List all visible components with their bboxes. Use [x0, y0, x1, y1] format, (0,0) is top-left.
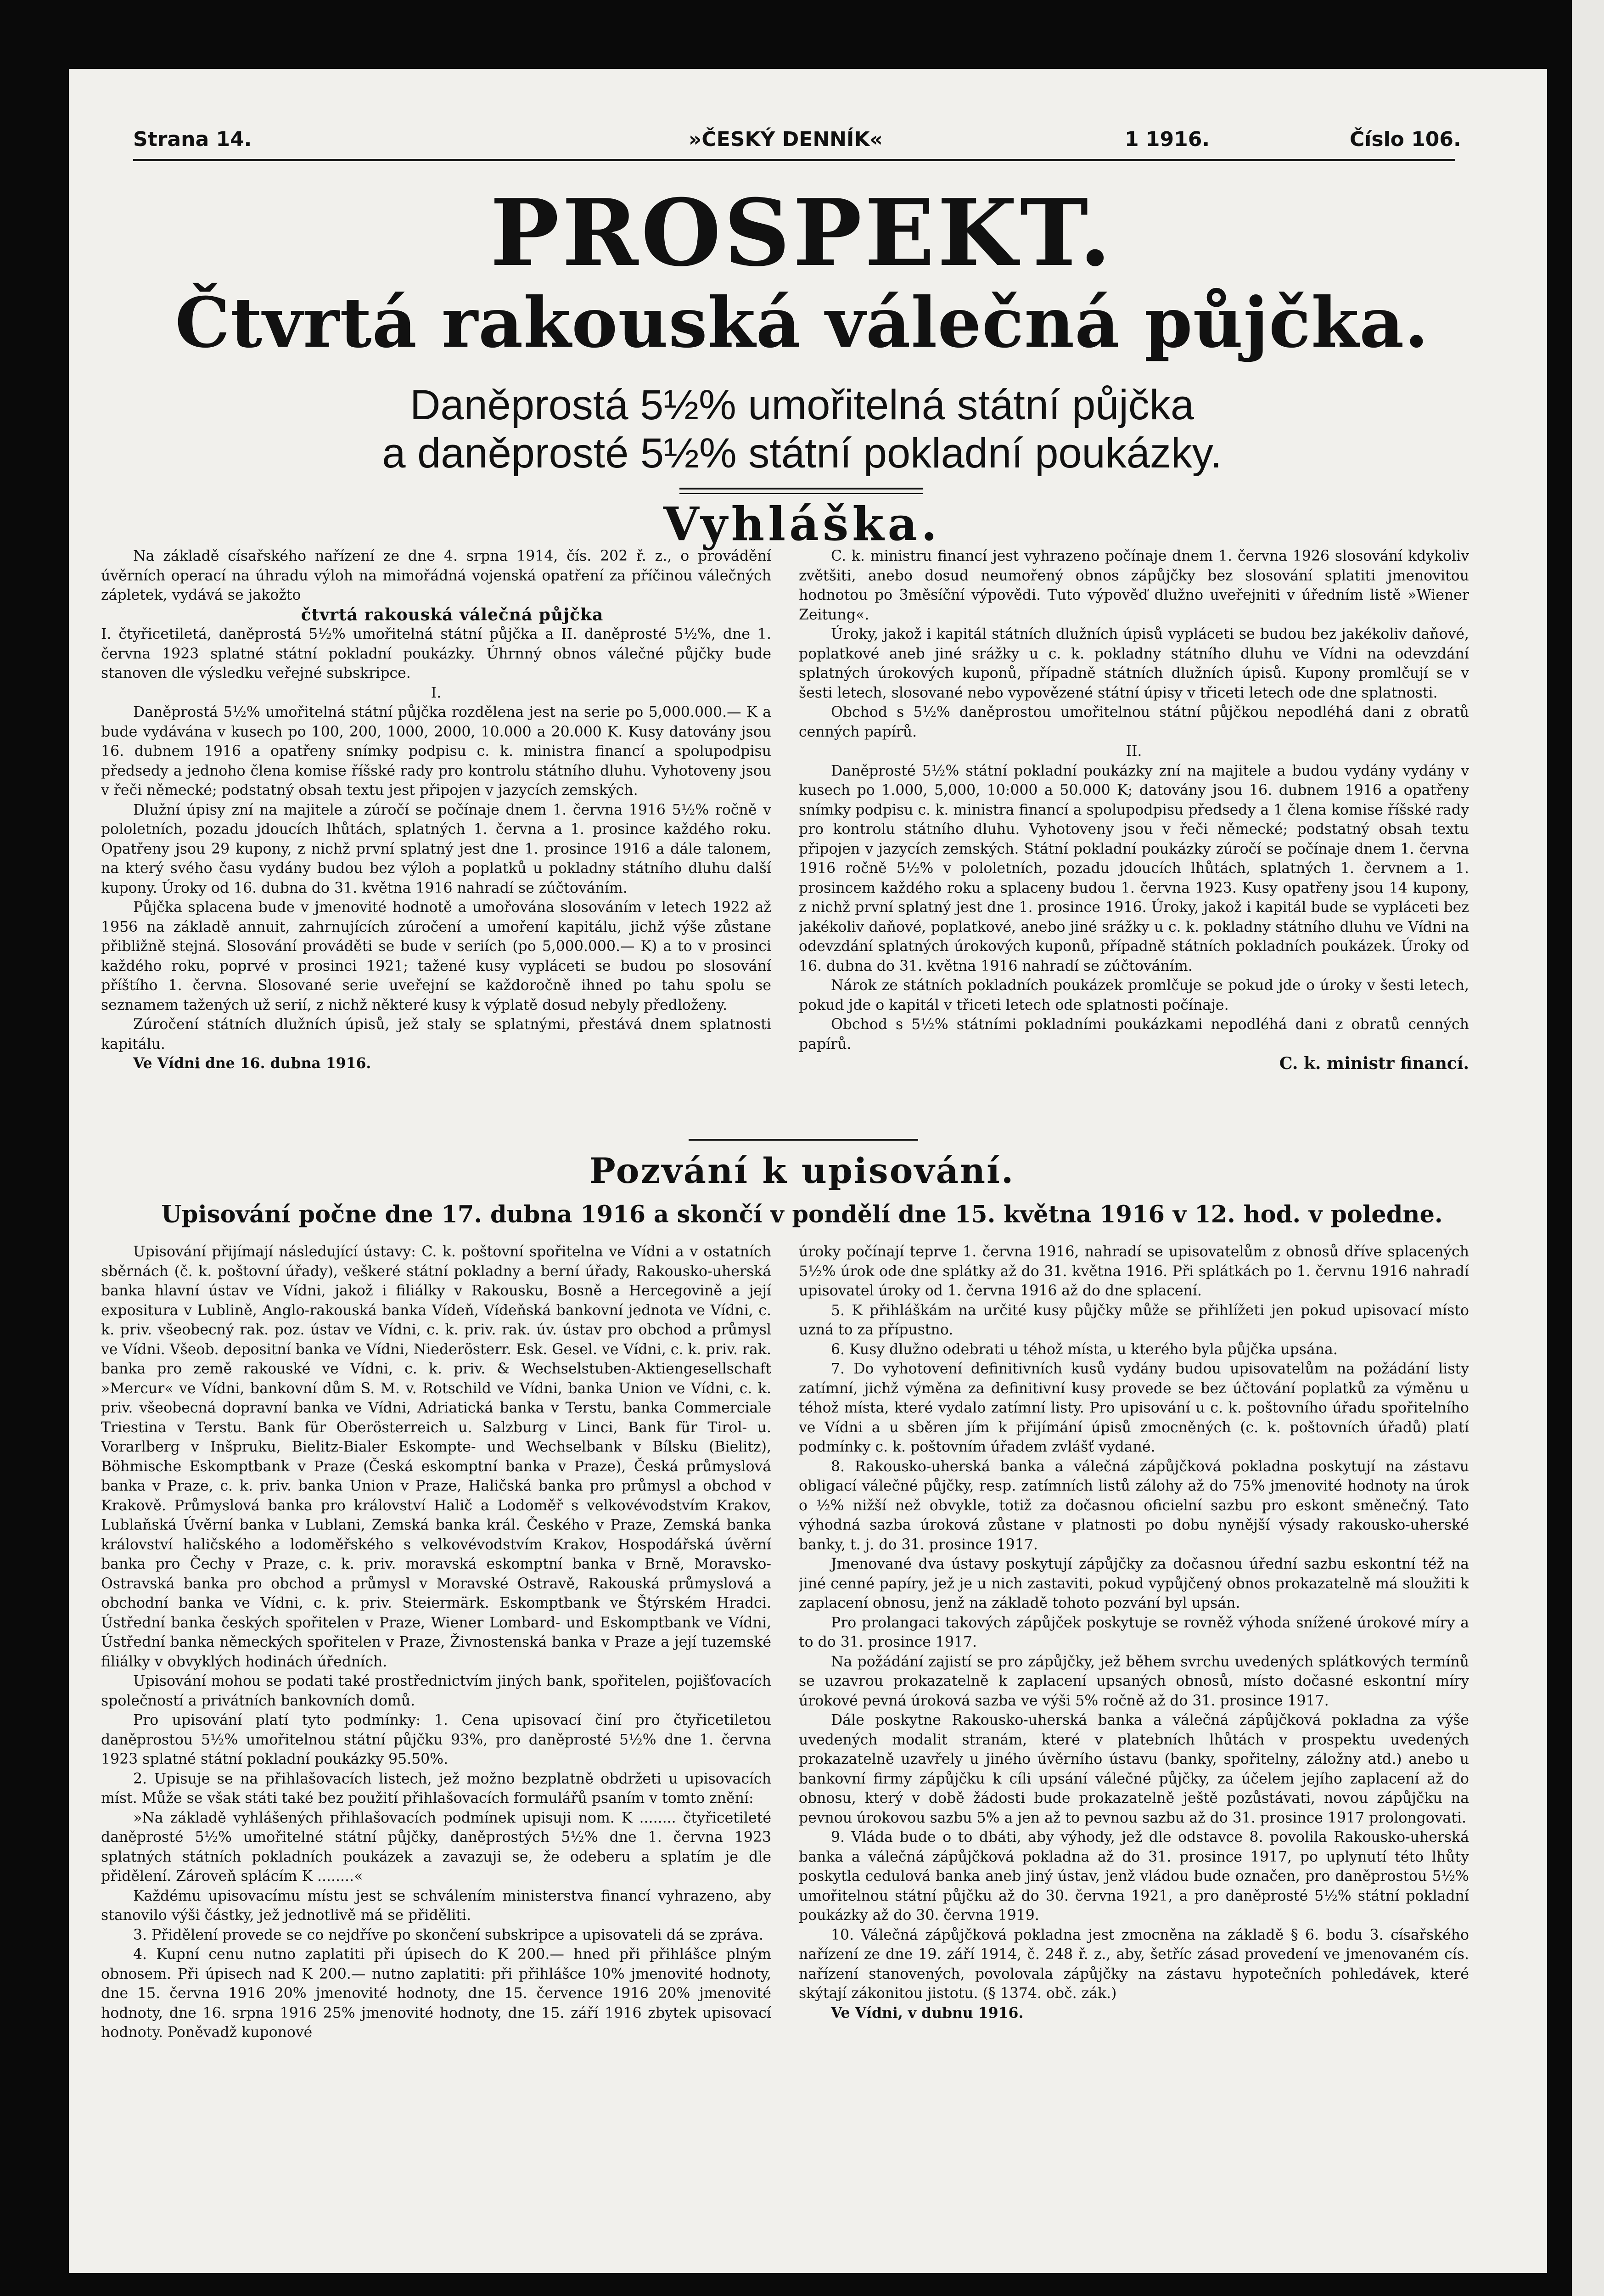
announcement-right-column	[799, 546, 1469, 1139]
subtitle-line-2: a daněprosté 5½% státní pokladní poukázky.	[382, 430, 1222, 477]
page-number: Strana 14.	[133, 128, 252, 151]
paragraph: 2. Upisuje se na přihlašovacích listech, jež možno bezplatně obdržeti u upisovacích míst. Může se však státi také bez použití přihlašovacích formulářů psaním v tomto znění:	[101, 1770, 771, 1806]
minister-signature: C. k. ministr financí.	[1279, 1054, 1469, 1073]
paragraph: 8. Rakousko-uherská banka a válečná zápůjčková pokladna poskytují na zástavu obligací válečné půjčky, resp. zatímních listů zálohy až do 75% jmenovité hodnoty na úrok o ½% nižší než obvykle, totiž za dočasnou oficielní sazbu pro eskont směnečný. Tato výhodná sazba úroková zůstane v platnosti po dobu nynější výsady rakousko-uherské banky, t. j. do 31. prosince 1917.	[799, 1458, 1469, 1553]
title-rule-thin	[679, 493, 923, 494]
header-rule	[133, 159, 1455, 161]
announcement-left-column	[101, 546, 771, 1139]
paragraph: 10. Válečná zápůjčková pokladna jest zmocněna na základě § 6. bodu 3. císařského nařízení ze dne 19. září 1914, č. 248 ř. z., aby, šetříc zásad provedení ve jmenovaném cís. nařízení stanovených, povolovala zápůjčky na zástavu hypotečních pohledávek, které skýtají zákonitou jistotu. (§ 1374. obč. zák.)	[799, 1926, 1469, 2002]
announcement-heading: Vyhláška.	[663, 497, 941, 551]
paragraph: Dále poskytne Rakousko-uherská banka a válečná zápůjčková pokladna za výše uvedených modalit stranám, které v platebních lhůtách v prospektu uvedených prokazatelně uzavřely u jiného úvěrního ústavu (banky, spořitelny, záložny atd.) anebo u bankovní firmy zápůjčku k cíli upsání válečné půjčky, za účelem jejího zaplacení až do obnosu, který v době žádosti bude prokazatelně ještě pozůstávati, novou zápůjčku na pevnou úrokovou sazbu 5% a jen až to pevnou sazbu až do 31. prosince 1917 prolongovati.	[799, 1712, 1469, 1826]
paragraph: 3. Přidělení provede se co nejdříve po skončení subskripce a upisovateli dá se zpráva.	[133, 1926, 763, 1943]
paragraph: Upisování přijímají následující ústavy: C. k. poštovní spořitelna ve Vídni a v ostatních sběrnách (č. k. poštovní úřady), veškeré státní pokladny a berní úřady, Rakousko-uherská banka hlavní ústav ve Vídni, jakož i filiálky v Rakousku, Bosně a Hercegovině a její expositura v Lublině, Anglo-rakouská banka Vídeň, Vídeňská bankovní jednota ve Vídni, c. k. priv. všeobecný rak. poz. ústav ve Vídni, c. k. priv. rak. úv. ústav pro obchod a průmysl ve Vídni. Všeob. depositní banka ve Vídni, Niederösterr. Esk. Gesel. ve Vídni, c. k. priv. rak. banka pro země rakouské ve Vídni, c. k. priv. & Wechselstuben-Aktiengesellschaft »Mercur« ve Vídni, bankovní dům S. M. v. Rotschild ve Vídni, banka Union ve Vídni, c. k. priv. všeobecná dopravní banka ve Vídni, Adriatická banka v Terstu, banka Commerciale Triestina v Terstu. Bank für Oberösterreich u. Salzburg v Linci, Bank für Tirol- u. Vorarlberg v Inšpruku, Bielitz-Bialer Eskompte- und Wechselbank v Bílsku (Bielitz), Böhmische Eskomptbank v Praze (Česká eskomptní banka v Praze), Česká průmyslová banka v Praze, c. k. priv. banka Union v Praze, Haličská banka pro průmysl a obchod v Krakově. Průmyslová banka pro království Halič a Lodoměř s velkovévodstvím Krakov, Lublaňská Úvěrní banka v Lublani, Zemská banka král. Českého v Praze, Zemská banka království haličského a lodoměřského s velkovévodstvím Krakov, Hospodářská úvěrní banka pro Čechy v Praze, c. k. priv. moravská eskomptní banka v Brně, Moravsko-Ostravská banka pro obchod a průmysl v Moravské Ostravě, Rakouská průmyslová a obchodní banka ve Vídni, c. k. priv. Steiermärk. Eskomptbank ve Štýrském Hradci. Ústřední banka českých spořitelen v Praze, Wiener Lombard- und Eskomptbank ve Vídni, Ústřední banka německých spořitelen v Praze, Živnostenská banka v Praze a její tuzemské filiálky v obvyklých hodinách úředních.	[101, 1244, 771, 1670]
signature-date: Ve Vídni dne 16. dubna 1916.	[133, 1055, 371, 1072]
section-number-i: I.	[431, 684, 442, 701]
subtitle-line-1: Daněprostá 5½% umořitelná státní půjčka	[409, 382, 1195, 428]
paragraph: Úroky, jakož i kapitál státních dlužních úpisů vypláceti se budou bez jakékoliv daňové, poplatkové aneb jiné srážky u c. k. pokladny státního dluhu ve Vídni na odevzdání splatných úrokových kuponů, případně státních dlužních úpisů. Kupony promlčují se v šesti letech, slosované nebo vypovězené státní úpisy v třiceti letech ode dne splatnosti.	[799, 626, 1469, 701]
paragraph: Pro prolangaci takových zápůjček poskytuje se rovněž výhoda snížené úrokové míry a to do 31. prosince 1917.	[799, 1614, 1469, 1650]
newspaper-name: »ČESKÝ DENNÍK«	[689, 128, 883, 151]
paragraph: Zúročení státních dlužních úpisů, jež staly se splatnými, přestává dnem splatnosti kapitálu.	[101, 1016, 771, 1052]
paragraph: Pro upisování platí tyto podmínky: 1. Cena upisovací činí pro čtyřicetiletou daněprostou 5½% umořitelnou státní půjčku 93%, pro daněprosté 5½% dne 1. června 1923 splatné státní pokladní poukázky 95.50%.	[101, 1712, 771, 1767]
paragraph: Daněprostá 5½% umořitelná státní půjčka rozdělena jest na serie po 5,000.000.— K a bude vydávána v kusech po 100, 200, 1000, 2000, 10.000 a 20.000 K. Kusy datovány jsou 16. dubnem 1916 a opatřeny snímky podpisu c. k. ministra financí a spolupodpisu předsedy a jednoho člena komise říšské rady pro kontrolu státního dluhu. Vyhotoveny jsou v řeči německé; podstatný obsah textu jest připojen v jazycích zemských.	[101, 704, 771, 799]
invitation-heading: Pozvání k upisování.	[589, 1150, 1015, 1191]
issue-date: 1 1916.	[1125, 128, 1210, 151]
paragraph: 7. Do vyhotovení definitivních kusů vydány budou upisovatelům na požádání listy zatímní, jichž výměna za definitivní kusy provede se bez účtování poplatků za výměnu u téhož místa, které vydalo zatímní listy. Pro upisování u c. k. poštovního úřadu spořitelního ve Vídni a u sběren jím k přijímání úpisů zmocněných (c. k. poštovních úřadů) platí podmínky c. k. poštovním úřadem zvlášť vydané.	[799, 1361, 1469, 1455]
page-header	[133, 128, 1461, 153]
title-rule	[679, 488, 923, 490]
closing-signature: Ve Vídni, v dubnu 1916.	[831, 2004, 1024, 2021]
section-number-ii: II.	[1126, 743, 1142, 760]
paragraph: Obchod s 5½% státními pokladními poukázkami nepodléhá dani z obratů cenných papírů.	[799, 1016, 1469, 1052]
invitation-right-column	[799, 1242, 1469, 2197]
section-divider	[689, 1139, 918, 1141]
paragraph: Půjčka splacena bude v jmenovité hodnotě a umořována slosováním v letech 1922 až 1956 na základě annuit, zahrnujících zúročení a umoření kapitálu, jichž výše zůstane přibližně stejná. Slosování prováděti se bude v seriích (po 5,000.000.— K) a to v prosinci každého roku, poprvé v prosinci 1921; tažené kusy vypláceti se budou po slosování příštího 1. června. Slosované serie uveřejní se každoročně ihned po tahu spolu se seznamem tažených už serií, z nichž některé kusy k výplatě dosud nebyly předloženy.	[101, 899, 771, 1013]
issue-number: Číslo 106.	[1350, 128, 1461, 151]
paragraph: C. k. ministru financí jest vyhrazeno počínaje dnem 1. června 1926 slosování kdykoliv zvětšiti, anebo dosud neumořený obnos zápůjčky bez slosování splatiti jmenovitou hodnotou po 3měsíční výpovědi. Tuto výpověď dlužno uveřejniti v úředním listě »Wiener Zeitung«.	[799, 548, 1469, 623]
paragraph: 6. Kusy dlužno odebrati u téhož místa, u kterého byla půjčka upsána.	[831, 1341, 1338, 1358]
paragraph: Upisování mohou se podati také prostřednictvím jiných bank, spořitelen, pojišťovacích společností a privátních bankovních domů.	[101, 1673, 771, 1709]
paragraph: 4. Kupní cenu nutno zaplatiti při úpisech do K 200.— hned při přihlášce plným obnosem. Při úpisech nad K 200.— nutno zaplatiti: při přihlášce 10% jmenovité hodnoty, dne 15. června 1916 20% jmenovité hodnoty, dne 15. července 1916 20% jmenovité hodnoty, dne 16. srpna 1916 25% jmenovité hodnoty, dne 15. září 1916 zbytek upisovací hodnoty. Poněvadž kuponové	[101, 1946, 771, 2041]
invitation-left-column	[101, 1242, 771, 2197]
paragraph: Jmenované dva ústavy poskytují zápůjčky za dočasnou úřední sazbu eskontní též na jiné cenné papíry, jež je u nich zastaviti, pokud vypůjčený obnos prokazatelně má sloužiti k zaplacení obnosu, jenž na základě tohoto pozvání byl upsán.	[799, 1556, 1469, 1611]
subscription-period: Upisování počne dne 17. dubna 1916 a skončí v pondělí dne 15. května 1916 v 12. hod. v poledne.	[161, 1201, 1443, 1228]
paragraph: Na požádání zajistí se pro zápůjčky, jež během svrchu uvedených splátkových termínů se uzavrou prokazatelně k zaplacení upsaných obnosů, místo dočasné eskontní míry úrokové pevná úroková sazba ve výši 5% ročně až do 31. prosince 1917.	[799, 1653, 1469, 1709]
paragraph: 9. Vláda bude o to dbáti, aby výhody, jež dle odstavce 8. povolila Rakousko-uherská banka a válečná zápůjčková pokladna až do 31. prosince 1917, po uplynutí této lhůty poskytla cedulová banka aneb jiný ústav, jenž vládou bude označen, pro daněprostou 5½% umořitelnou státní půjčku až do 30. června 1921, a pro daněprosté 5½% státní pokladní poukázky až do 30. června 1919.	[799, 1829, 1469, 1924]
paragraph: Nárok ze státních pokladních poukázek promlčuje se pokud jde o úroky v šesti letech, pokud jde o kapitál v třiceti letech ode splatnosti počínaje.	[799, 977, 1469, 1013]
main-title: PROSPEKT.	[490, 179, 1114, 287]
paragraph: 5. K přihláškám na určité kusy půjčky může se přihlížeti jen pokud upisovací místo uzná to za přípustno.	[799, 1302, 1469, 1338]
paragraph: Dlužní úpisy zní na majitele a zúročí se počínaje dnem 1. června 1916 5½% ročně v pololetních, pozadu jdoucích lhůtách, splatných 1. června a 1. prosince každého roku. Opatřeny jsou 29 kupony, z nichž první splatný jest dne 1. prosince 1916 a dále talonem, na který svého času vydány budou bez výloh a poplatků u pokladny státního dluhu další kupony. Úroky od 16. dubna do 31. května 1916 nahradí se zúčtováním.	[101, 801, 771, 896]
application-form-text: »Na základě vyhlášených přihlašovacích podmínek upisuji nom. K ........ čtyřicetileté daněprosté 5½% umořitelné státní půjčky, daněprostých 5½% dne 1. června 1923 splatných státních pokladních poukázek a zavazuji se, že odeberu a splatím je dle přidělení. Zároveň splácím K ........«	[101, 1809, 771, 1885]
loan-title: Čtvrtá rakouská válečná půjčka.	[175, 282, 1429, 363]
paragraph: úroky počínají teprve 1. června 1916, nahradí se upisovatelům z obnosů dříve splacených 5½% úrok ode dne splátky až do 31. května 1916. Při splátkách po 1. červnu 1916 nahradí upisovatel úroky od 1. června 1916 až do dne splacení.	[799, 1244, 1469, 1299]
paragraph: Na základě císařského nařízení ze dne 4. srpna 1914, čís. 202 ř. z., o provádění úvěrních operací na úhradu výloh na mimořádná vojenská opatření za příčinou válečných zápletek, vydává se jakožto	[101, 548, 771, 603]
paragraph: Každému upisovacímu místu jest se schválením ministerstva financí vyhrazeno, aby stanovilo výši částky, jež jednotlivě má se přiděliti.	[101, 1887, 771, 1924]
paragraph: Obchod s 5½% daněprostou umořitelnou státní půjčkou nepodléhá dani z obratů cenných papírů.	[799, 704, 1469, 740]
paragraph: I. čtyřicetiletá, daněprostá 5½% umořitelná státní půjčka a II. daněprosté 5½%, dne 1. června 1923 splatné státní pokladní poukázky. Úhrnný obnos válečné půjčky bude stanoven dle výsledku veřejné subskripce.	[101, 626, 771, 681]
loan-section-heading: čtvrtá rakouská válečná půjčka	[301, 605, 604, 625]
paragraph: Daněprosté 5½% státní pokladní poukázky zní na majitele a budou vydány vydány v kusech po 1.000, 5,000, 10:000 a 50.000 K; datovány jsou 16. dubnem 1916 a opatřeny snímky podpisu c. k. ministra financí a spolupodpisu předsedy a 1 člena komise říšské rady pro kontrolu státního dluhu. Vyhotoveny jsou v řeči německé; podstatný obsah textu připojen v jazycích zemských. Státní pokladní poukázky zúročí se počínaje dnem 1. června 1916 ročně 5½% v pololetních, pozadu jdoucích lhůtách, splatných 1. červnem a 1. prosincem každého roku a splaceny budou 1. června 1923. Kusy opatřeny jsou 14 kupony, z nichž první splatný jest dne 1. prosince 1916. Úroky, jakož i kapitál bude se vypláceti bez jakékoliv daňové, poplatkové, anebo jiné srážky u c. k. pokladny státního dluhu ve Vídni na odevzdání splatných úrokových kuponů, případně státních pokladních poukázek. Úroky od 16. dubna do 31. května 1916 nahradí se zúčtováním.	[799, 762, 1469, 974]
